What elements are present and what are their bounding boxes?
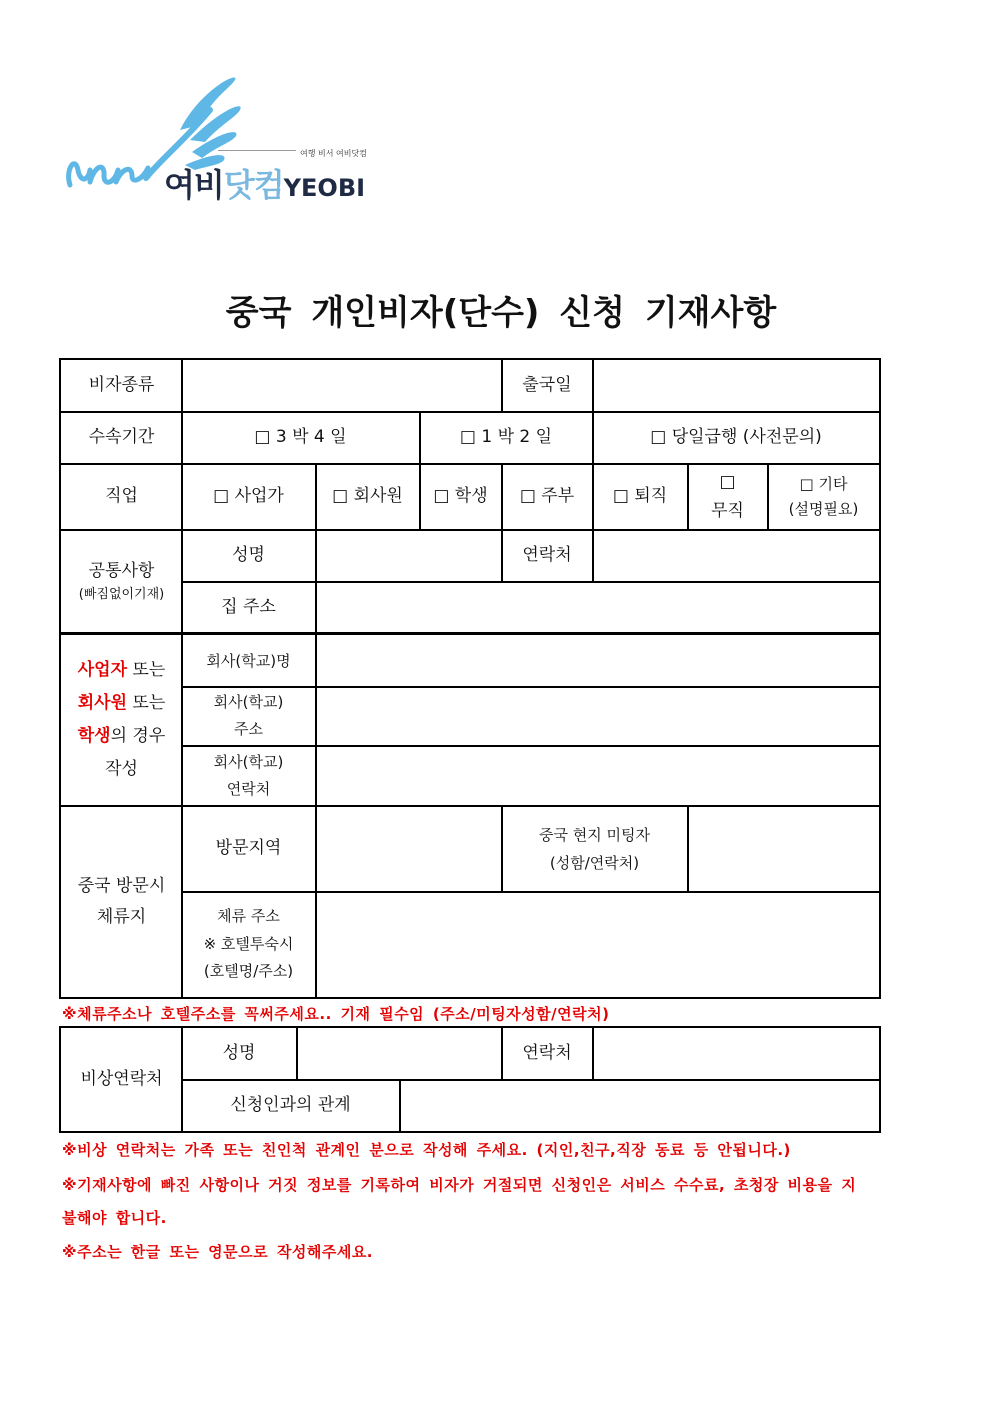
common-section-label bbox=[61, 530, 182, 633]
logo-divider bbox=[218, 150, 296, 151]
relationship-field[interactable] bbox=[400, 1080, 879, 1131]
stay-address-label bbox=[182, 892, 315, 997]
company-address-line1: 회사(학교) bbox=[213, 693, 284, 711]
who-employee: 회사원 bbox=[77, 692, 128, 713]
job-option-employee[interactable]: □ 회사원 bbox=[332, 486, 403, 507]
emergency-contact-num-label: 연락처 bbox=[522, 1043, 572, 1064]
company-contact-line2: 연락처 bbox=[226, 779, 271, 798]
contact-label: 연락처 bbox=[522, 545, 572, 565]
local-meeting-label bbox=[502, 806, 687, 892]
job-unemployed-checkbox[interactable]: □ bbox=[719, 472, 736, 493]
logo-brand bbox=[164, 160, 365, 206]
job-option-unemployed[interactable] bbox=[688, 464, 767, 530]
local-meeting-line1: 중국 현지 미팅자 bbox=[539, 825, 650, 844]
who-case: 의 경우 bbox=[110, 726, 166, 746]
processing-period-label: 수속기간 bbox=[88, 427, 155, 448]
emergency-name-label: 성명 bbox=[222, 1043, 256, 1064]
departure-date-field[interactable] bbox=[593, 360, 879, 412]
name-label: 성명 bbox=[232, 545, 265, 565]
company-contact-field[interactable] bbox=[316, 746, 879, 805]
application-form-table bbox=[59, 358, 881, 999]
who-write: 작성 bbox=[105, 759, 138, 780]
company-section-line1 bbox=[78, 654, 166, 687]
emergency-contact-label: 비상연락처 bbox=[80, 1068, 163, 1089]
processing-option-3n4d[interactable]: □ 3 박 4 일 bbox=[254, 427, 347, 448]
stay-address-field[interactable] bbox=[316, 892, 879, 997]
common-note: (빠짐없이기재) bbox=[78, 586, 165, 602]
home-address-field[interactable] bbox=[316, 582, 879, 633]
stay-address-line1: 체류 주소 bbox=[217, 906, 280, 925]
emergency-contact-table bbox=[59, 1026, 881, 1133]
who-businessman: 사업자 bbox=[77, 659, 128, 680]
visit-region-field[interactable] bbox=[316, 806, 501, 892]
local-meeting-field[interactable] bbox=[688, 806, 879, 892]
job-option-business[interactable]: □ 사업가 bbox=[213, 486, 284, 507]
logo-tagline: 여행 비서 여비닷컴 bbox=[300, 149, 367, 158]
company-name-label: 회사(학교)명 bbox=[206, 651, 291, 670]
note-emergency: ※비상 연락처는 가족 또는 친인척 관계인 분으로 작성해 주세요. (지인,친구,직장 동료 등 안됩니다.) bbox=[62, 1141, 791, 1159]
job-option-other[interactable] bbox=[768, 464, 879, 530]
company-name-field[interactable] bbox=[316, 635, 879, 686]
logo-brand-en: YEOBI bbox=[283, 174, 366, 202]
company-contact-label bbox=[182, 746, 315, 805]
emergency-contact-field[interactable] bbox=[593, 1028, 879, 1080]
who-student: 학생 bbox=[77, 726, 111, 746]
stay-address-warning: ※체류주소나 호텔주소를 꼭써주세요.. 기재 필수임 (주소/미팅자성함/연락처) bbox=[62, 1005, 610, 1023]
page-title: 중국 개인비자(단수) 신청 기재사항 bbox=[225, 293, 777, 333]
departure-date-label: 출국일 bbox=[522, 375, 572, 396]
visit-section-label bbox=[61, 806, 182, 997]
stay-address-line2: ※ 호텔투숙시 bbox=[203, 934, 294, 953]
common-label: 공통사항 bbox=[88, 560, 155, 581]
visit-label-line2: 체류지 bbox=[96, 906, 147, 927]
occupation-label: 직업 bbox=[105, 486, 138, 507]
logo-brand-part1: 여비 bbox=[164, 166, 224, 204]
emergency-name-field[interactable] bbox=[297, 1028, 501, 1080]
note-refusal: ※기재사항에 빠진 사항이나 거짓 정보를 기록하여 비자가 거절되면 신청인은 서비스 수수료, 초청장 비용을 지 bbox=[62, 1176, 857, 1194]
visa-type-field[interactable] bbox=[182, 360, 501, 412]
home-address-label: 집 주소 bbox=[221, 596, 276, 617]
company-section-line2 bbox=[78, 687, 166, 720]
relationship-label: 신청인과의 관계 bbox=[230, 1094, 351, 1115]
company-contact-line1: 회사(학교) bbox=[213, 752, 284, 771]
name-field[interactable] bbox=[316, 530, 501, 582]
company-address-line2: 주소 bbox=[234, 720, 263, 738]
company-section-line3 bbox=[78, 720, 166, 753]
job-option-homemaker[interactable]: □ 주부 bbox=[519, 486, 575, 507]
job-option-student[interactable]: □ 학생 bbox=[433, 486, 488, 507]
local-meeting-line2: (성함/연락처) bbox=[549, 854, 640, 872]
company-address-field[interactable] bbox=[316, 687, 879, 745]
job-other-note: (설명필요) bbox=[788, 500, 859, 518]
visa-type-label: 비자종류 bbox=[88, 375, 155, 396]
note-refusal-cont: 불해야 합니다. bbox=[62, 1209, 167, 1227]
contact-field[interactable] bbox=[593, 530, 879, 582]
who-or1: 또는 bbox=[127, 659, 166, 680]
note-address-language: ※주소는 한글 또는 영문으로 작성해주세요. bbox=[62, 1243, 374, 1261]
company-address-label bbox=[182, 687, 315, 745]
who-or2: 또는 bbox=[127, 692, 166, 713]
visit-region-label: 방문지역 bbox=[215, 838, 282, 859]
stay-address-line3: (호텔명/주소) bbox=[203, 962, 294, 981]
logo-brand-part2: 닷컴 bbox=[223, 166, 284, 204]
job-unemployed-label: 무직 bbox=[711, 501, 744, 521]
job-option-retired[interactable]: □ 퇴직 bbox=[612, 486, 668, 507]
company-section-label bbox=[61, 635, 182, 805]
visit-label-line1: 중국 방문시 bbox=[77, 875, 166, 896]
processing-option-1n2d[interactable]: □ 1 박 2 일 bbox=[459, 427, 553, 448]
processing-option-same-day[interactable]: □ 당일급행 (사전문의) bbox=[650, 427, 822, 448]
job-other-label: □ 기타 bbox=[799, 474, 848, 493]
